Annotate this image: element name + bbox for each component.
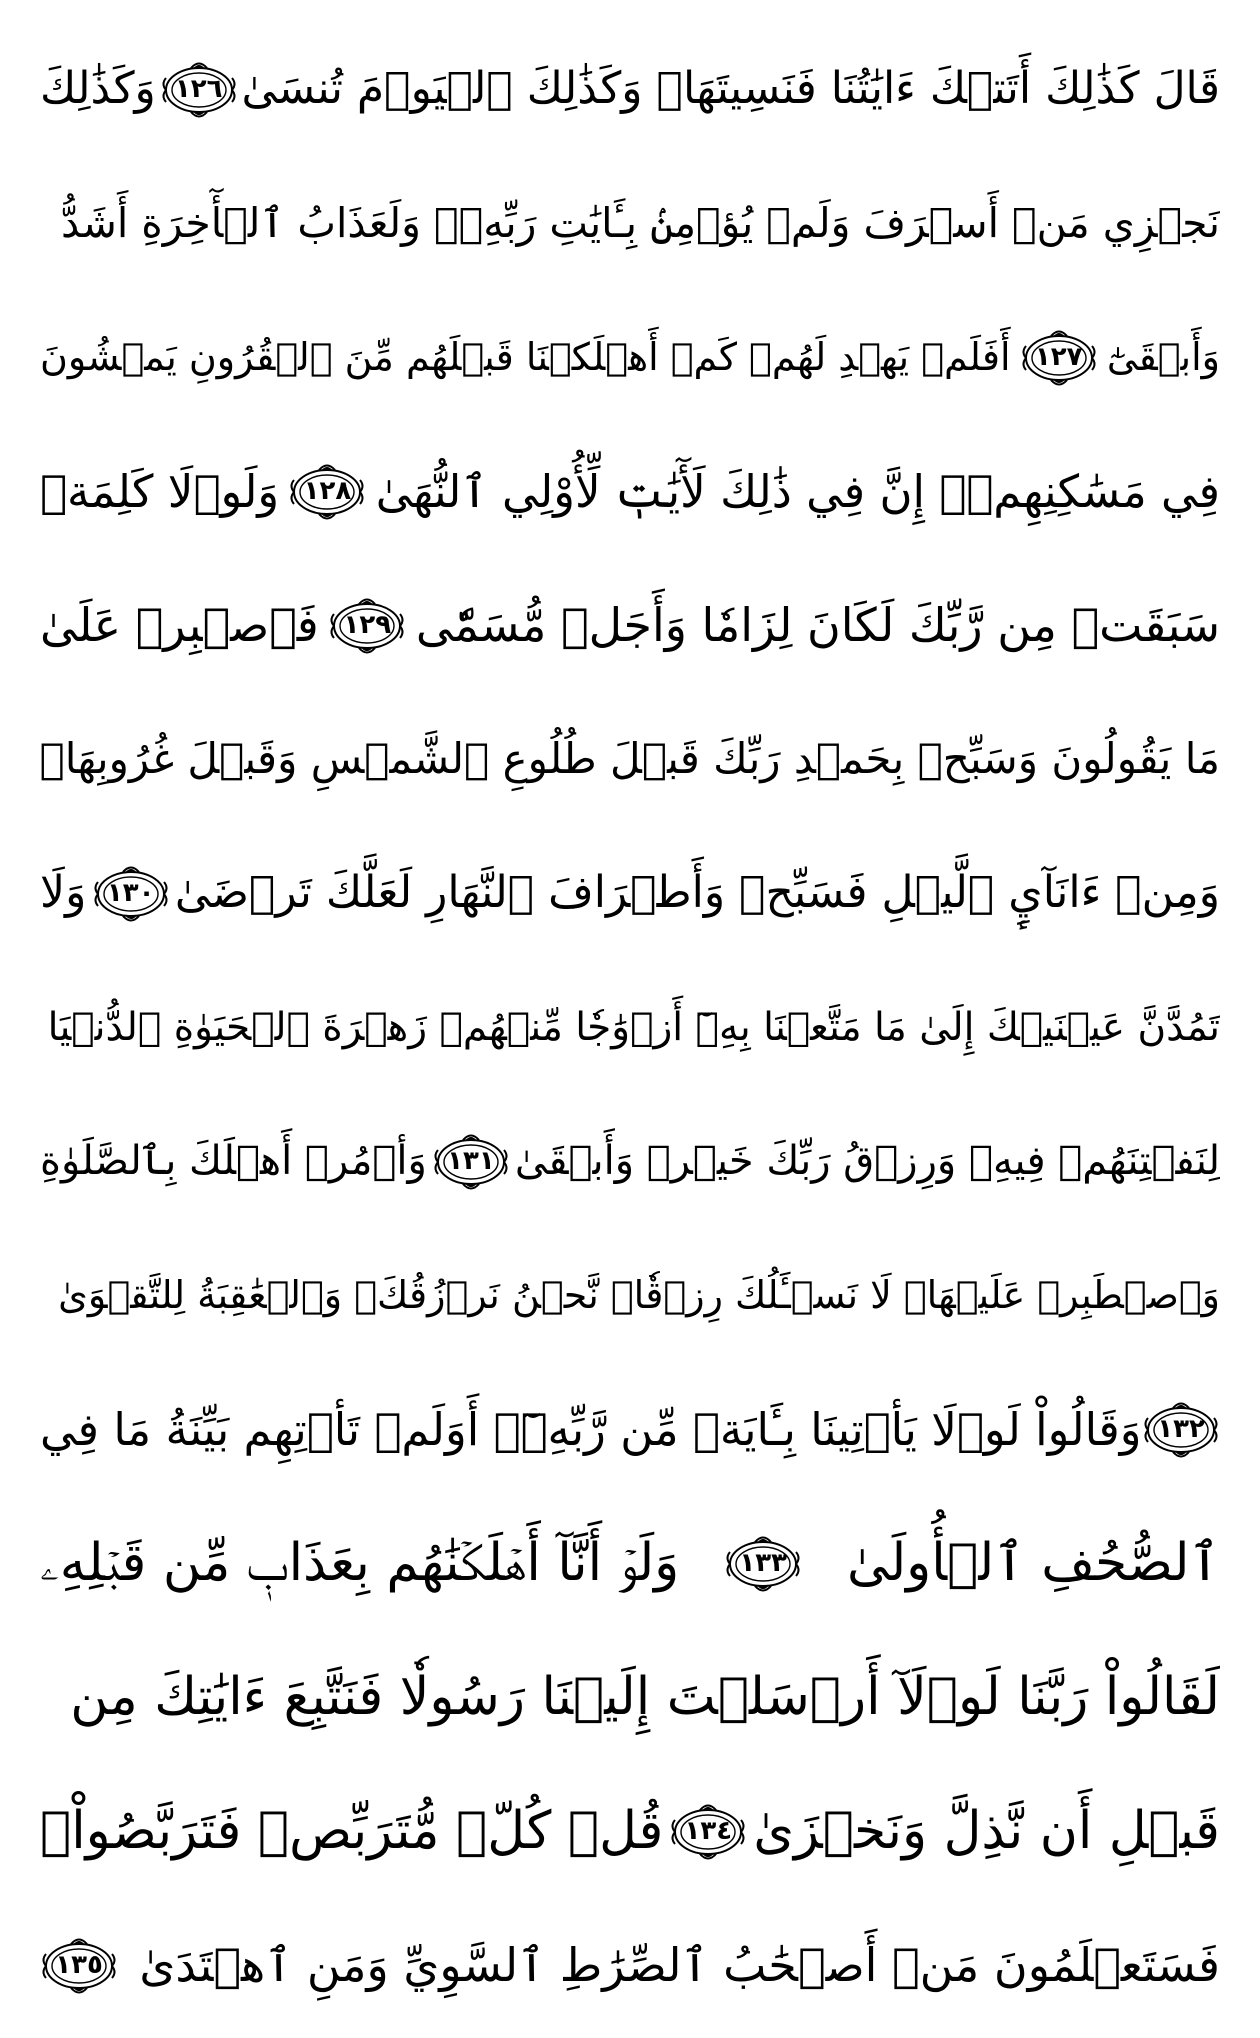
ayah-number: ١٣٤ <box>684 1816 733 1846</box>
ayah-number-marker <box>432 1131 510 1191</box>
ayah-number: ١٣٣ <box>739 1548 787 1578</box>
ayah-number-marker <box>1020 327 1098 387</box>
ayah-number: ١٢٩ <box>343 610 392 640</box>
verse-text: قَبۡلِ أَن نَّذِلَّ وَنَخۡزَىٰ <box>753 1801 1220 1861</box>
verse-text: سَبَقَتۡ مِن رَّبِّكَ لَكَانَ لِزَامٗا وَأَجَلٞ مُّسَمّٗى <box>415 598 1220 652</box>
ayah-number-marker <box>328 595 406 655</box>
verse-line <box>40 1094 1220 1228</box>
verse-line <box>40 1898 1220 2032</box>
ayah-number: ١٢٦ <box>174 74 223 104</box>
ayah-number-marker <box>724 1533 802 1593</box>
verse-text: ٱلصُّحُفِ ٱلۡأُولَىٰ <box>847 1533 1220 1593</box>
verse-text: وَأَبۡقَىٰٓ <box>1106 335 1220 379</box>
ayah-number: ١٣٠ <box>106 878 155 908</box>
verse-line <box>40 1496 1220 1630</box>
verse-line <box>40 826 1220 960</box>
verse-line <box>40 558 1220 692</box>
verse-text: وَلَا <box>40 867 87 918</box>
verse-lines <box>40 22 1220 2032</box>
ayah-number: ١٣٢ <box>1157 1414 1205 1444</box>
ayah-number-marker <box>40 1935 118 1995</box>
verse-text: نَجۡزِي مَنۡ أَسۡرَفَ وَلَمۡ يُؤۡمِنۢ بِـَٔايَٰتِ رَبِّهِۦۚ وَلَعَذَابُ ٱلۡأٓخِرَةِ أَشَدُّ <box>61 198 1220 247</box>
verse-text: وَمِنۡ ءَانَآيِٕ ٱلَّيۡلِ فَسَبِّحۡ وَأَطۡرَافَ ٱلنَّهَارِ لَعَلَّكَ تَرۡضَىٰ <box>174 867 1220 918</box>
ayah-number: ١٣٥ <box>55 1950 103 1980</box>
verse-text: وَأۡمُرۡ أَهۡلَكَ بِٱلصَّلَوٰةِ <box>40 1138 427 1184</box>
verse-line <box>40 1764 1220 1898</box>
verse-text: وَلَوۡ أَنَّآ أَهۡلَكۡنَٰهُم بِعَذَابٖ مِّن قَبۡلِهِۦ <box>40 1533 680 1593</box>
verse-text: وَٱصۡطَبِرۡ عَلَيۡهَاۖ لَا نَسۡـَٔلُكَ رِزۡقٗاۖ نَّحۡنُ نَرۡزُقُكَۗ وَٱلۡعَٰقِبَةُ لِلتَّقۡوَىٰ <box>58 1273 1220 1317</box>
verse-text: وَقَالُواْ لَوۡلَا يَأۡتِينَا بِـَٔايَةٖ مِّن رَّبِّهِۦٓۚ أَوَلَمۡ تَأۡتِهِم بَيِّنَةُ مَا فِي <box>40 1402 1142 1456</box>
verse-line <box>40 1362 1220 1496</box>
ayah-number-marker <box>669 1801 747 1861</box>
ayah-number-marker <box>92 863 170 923</box>
verse-text: فِي مَسَٰكِنِهِمۡۚ إِنَّ فِي ذَٰلِكَ لَأٓيَٰتٖ لِّأُوْلِي ٱلنُّهَىٰ <box>375 464 1220 518</box>
verse-text: قُلۡ كُلّٞ مُّتَرَبِّصٞ فَتَرَبَّصُواْۖ <box>40 1801 664 1861</box>
verse-text: وَلَوۡلَا كَلِمَةٞ <box>40 464 280 518</box>
verse-text: أَفَلَمۡ يَهۡدِ لَهُمۡ كَمۡ أَهۡلَكۡنَا قَبۡلَهُم مِّنَ ٱلۡقُرُونِ يَمۡشُونَ <box>40 335 1011 379</box>
ayah-number: ١٣١ <box>447 1146 495 1176</box>
verse-line <box>40 156 1220 290</box>
verse-line <box>40 1630 1220 1764</box>
verse-line <box>40 22 1220 156</box>
verse-text: قَالَ كَذَٰلِكَ أَتَتۡكَ ءَايَٰتُنَا فَنَسِيتَهَاۖ وَكَذَٰلِكَ ٱلۡيَوۡمَ تُنسَىٰ <box>241 63 1220 114</box>
ayah-number: ١٢٧ <box>1034 342 1083 372</box>
verse-text: لِنَفۡتِنَهُمۡ فِيهِۚ وَرِزۡقُ رَبِّكَ خَيۡرٞ وَأَبۡقَىٰ <box>514 1138 1220 1184</box>
verse-line <box>40 692 1220 826</box>
verse-line <box>40 1228 1220 1362</box>
verse-text: فَٱصۡبِرۡ عَلَىٰ <box>40 598 319 652</box>
verse-text: وَكَذَٰلِكَ <box>40 63 156 114</box>
ayah-number-marker <box>288 461 366 521</box>
verse-line <box>40 960 1220 1094</box>
verse-text: فَسَتَعۡلَمُونَ مَنۡ أَصۡحَٰبُ ٱلصِّرَٰطِ ٱلسَّوِيِّ وَمَنِ ٱهۡتَدَىٰ <box>139 1938 1220 1992</box>
verse-text: تَمُدَّنَّ عَيۡنَيۡكَ إِلَىٰ مَا مَتَّعۡنَا بِهِۦٓ أَزۡوَٰجٗا مِّنۡهُمۡ زَهۡرَةَ ٱلۡحَيَوٰةِ ٱلدُّنۡيَا <box>47 1004 1220 1050</box>
ayah-number-marker <box>160 59 238 119</box>
verse-text: مَا يَقُولُونَ وَسَبِّحۡ بِحَمۡدِ رَبِّكَ قَبۡلَ طُلُوعِ ٱلشَّمۡسِ وَقَبۡلَ غُرُوبِهَاۖ <box>40 734 1220 783</box>
verse-line <box>40 424 1220 558</box>
ayah-number-marker <box>1142 1399 1220 1459</box>
verse-line <box>40 290 1220 424</box>
verse-text: لَقَالُواْ رَبَّنَا لَوۡلَآ أَرۡسَلۡتَ إِلَيۡنَا رَسُولٗا فَنَتَّبِعَ ءَايَٰتِكَ مِن <box>70 1667 1220 1727</box>
ayah-number: ١٢٨ <box>303 476 352 506</box>
